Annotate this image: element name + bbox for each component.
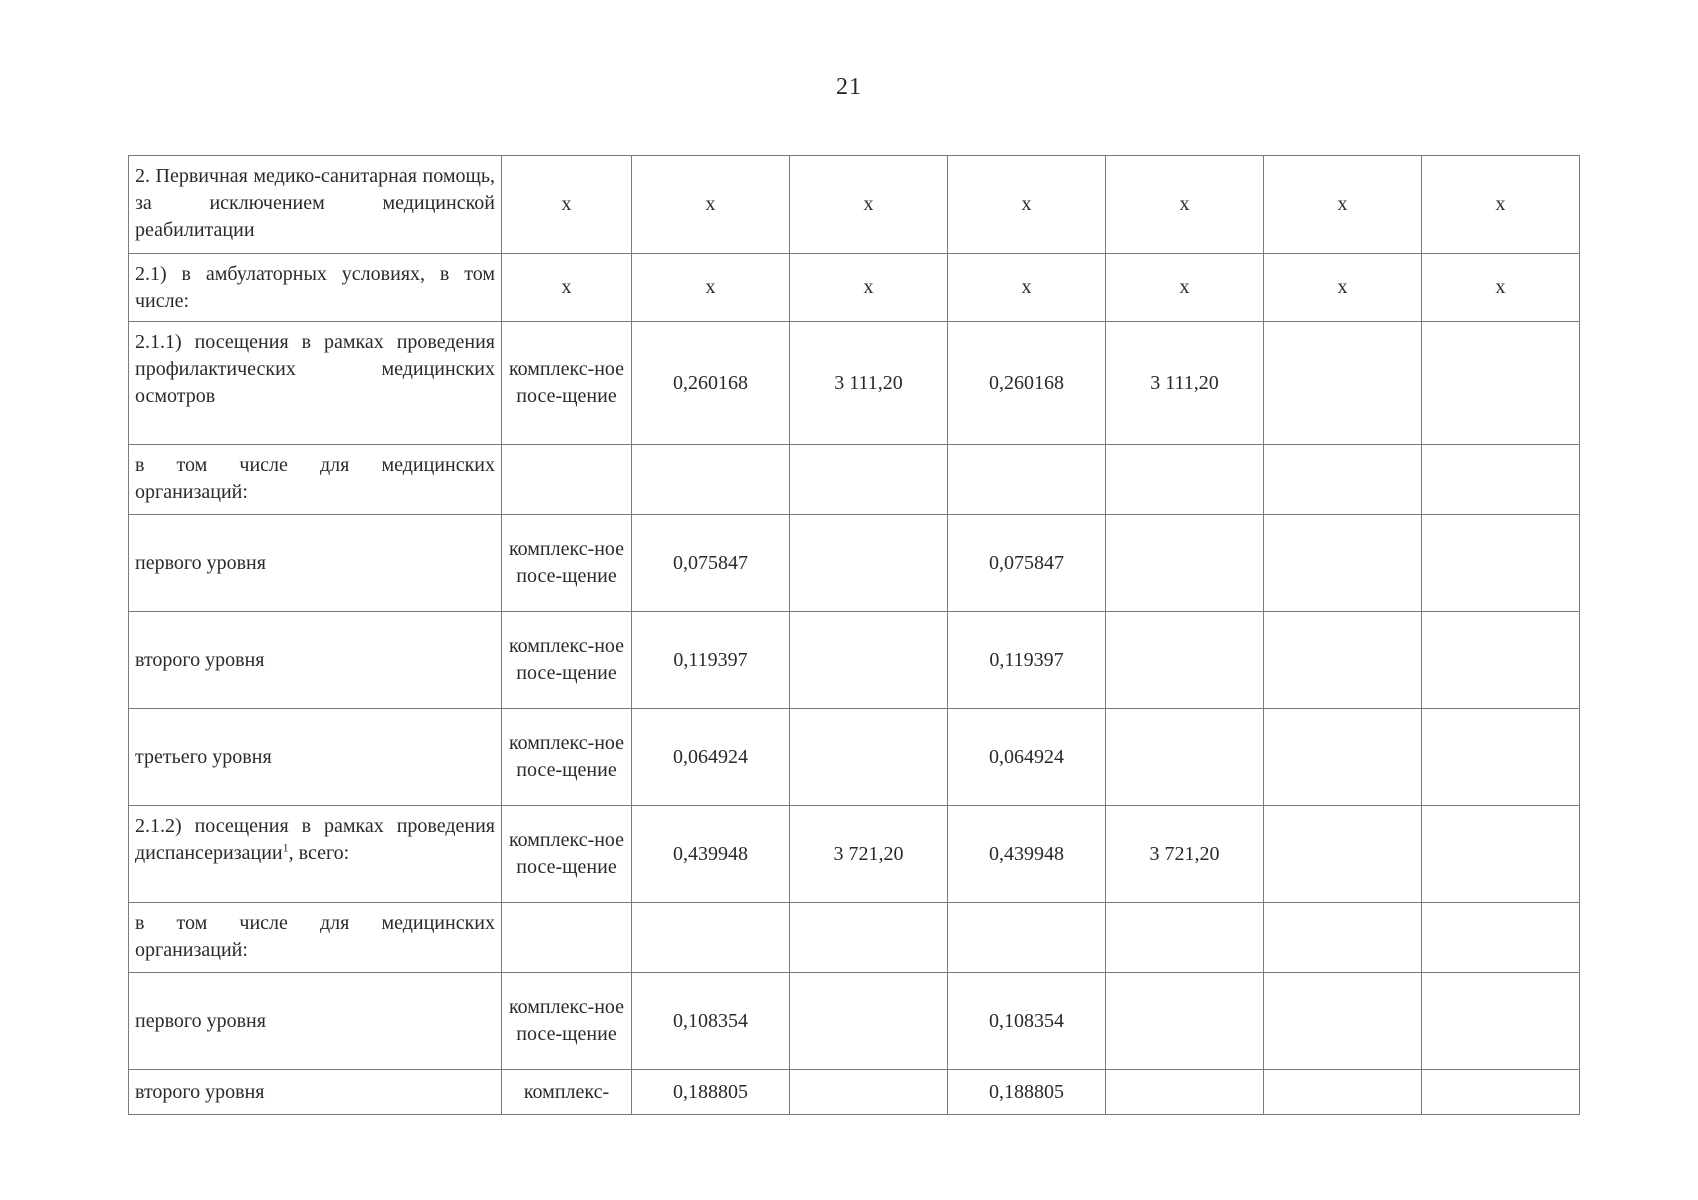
value-cell xyxy=(632,445,790,515)
value-cell: х xyxy=(1264,156,1422,254)
footnote-marker: 1 xyxy=(282,840,289,855)
value-cell: 0,064924 xyxy=(948,709,1106,806)
table-row xyxy=(129,806,1580,903)
data-table xyxy=(128,155,1580,1115)
value-cell: 0,119397 xyxy=(632,612,790,709)
value-cell xyxy=(790,445,948,515)
value-cell: 3 721,20 xyxy=(790,806,948,903)
value-cell xyxy=(790,903,948,973)
unit-cell: х xyxy=(502,156,632,254)
unit-cell: комплекс-ное посе-щение xyxy=(502,515,632,612)
value-cell xyxy=(1422,1070,1580,1115)
row-label: 2.1.1) посещения в рамках проведения профилактических медицинских осмотров xyxy=(129,322,502,445)
value-cell xyxy=(632,903,790,973)
value-cell: 0,260168 xyxy=(632,322,790,445)
value-cell xyxy=(1264,973,1422,1070)
value-cell: 0,188805 xyxy=(948,1070,1106,1115)
value-cell xyxy=(1264,612,1422,709)
value-cell: 0,075847 xyxy=(632,515,790,612)
row-label: второго уровня xyxy=(129,1070,502,1115)
table-row xyxy=(129,254,1580,322)
value-cell xyxy=(1422,973,1580,1070)
value-cell: х xyxy=(1264,254,1422,322)
value-cell: 3 111,20 xyxy=(790,322,948,445)
value-cell xyxy=(1264,709,1422,806)
value-cell: х xyxy=(790,156,948,254)
value-cell: х xyxy=(632,156,790,254)
value-cell: 0,119397 xyxy=(948,612,1106,709)
value-cell: 0,064924 xyxy=(632,709,790,806)
value-cell: х xyxy=(1422,254,1580,322)
unit-cell xyxy=(502,903,632,973)
row-label: в том числе для медицинских организаций: xyxy=(129,445,502,515)
table-row xyxy=(129,612,1580,709)
value-cell xyxy=(948,445,1106,515)
value-cell: х xyxy=(632,254,790,322)
value-cell xyxy=(1264,806,1422,903)
value-cell xyxy=(1422,322,1580,445)
unit-cell: комплекс-ное посе-щение xyxy=(502,973,632,1070)
value-cell xyxy=(1422,515,1580,612)
value-cell: 0,439948 xyxy=(948,806,1106,903)
value-cell xyxy=(1264,445,1422,515)
value-cell: 0,075847 xyxy=(948,515,1106,612)
table-row xyxy=(129,156,1580,254)
value-cell xyxy=(790,709,948,806)
table-row xyxy=(129,322,1580,445)
value-cell: х xyxy=(948,254,1106,322)
value-cell: х xyxy=(1106,156,1264,254)
row-label: 2. Первичная медико-санитарная помощь, за исключением медицинской реабилитации xyxy=(129,156,502,254)
unit-cell: комплекс- xyxy=(502,1070,632,1115)
table-row xyxy=(129,709,1580,806)
value-cell xyxy=(1422,709,1580,806)
value-cell xyxy=(1264,1070,1422,1115)
value-cell: х xyxy=(948,156,1106,254)
page-number: 21 xyxy=(836,74,862,100)
value-cell: 0,108354 xyxy=(632,973,790,1070)
value-cell xyxy=(1106,445,1264,515)
value-cell xyxy=(1264,903,1422,973)
value-cell: х xyxy=(1106,254,1264,322)
value-cell xyxy=(790,973,948,1070)
value-cell xyxy=(1422,445,1580,515)
value-cell xyxy=(1106,1070,1264,1115)
unit-cell: комплекс-ное посе-щение xyxy=(502,322,632,445)
value-cell xyxy=(1106,973,1264,1070)
value-cell xyxy=(1422,903,1580,973)
row-label: первого уровня xyxy=(129,973,502,1070)
value-cell: х xyxy=(790,254,948,322)
value-cell xyxy=(1106,515,1264,612)
table-row xyxy=(129,973,1580,1070)
value-cell xyxy=(790,515,948,612)
value-cell xyxy=(1264,515,1422,612)
table-row xyxy=(129,445,1580,515)
unit-cell xyxy=(502,445,632,515)
value-cell: х xyxy=(1422,156,1580,254)
value-cell xyxy=(1264,322,1422,445)
unit-cell: комплекс-ное посе-щение xyxy=(502,612,632,709)
value-cell: 0,439948 xyxy=(632,806,790,903)
table-row xyxy=(129,903,1580,973)
unit-cell: х xyxy=(502,254,632,322)
value-cell: 3 111,20 xyxy=(1106,322,1264,445)
row-label-text: 2.1.2) посещения в рамках проведения диспансеризации xyxy=(135,815,495,864)
row-label-text-end: , всего: xyxy=(288,842,350,864)
row-label: 2.1) в амбулаторных условиях, в том числе: xyxy=(129,254,502,322)
table-row xyxy=(129,1070,1580,1115)
value-cell xyxy=(1422,806,1580,903)
value-cell xyxy=(1106,903,1264,973)
row-label: второго уровня xyxy=(129,612,502,709)
value-cell xyxy=(1106,612,1264,709)
value-cell: 3 721,20 xyxy=(1106,806,1264,903)
value-cell xyxy=(1106,709,1264,806)
value-cell: 0,108354 xyxy=(948,973,1106,1070)
row-label xyxy=(129,806,502,903)
value-cell xyxy=(948,903,1106,973)
unit-cell: комплекс-ное посе-щение xyxy=(502,709,632,806)
value-cell xyxy=(790,612,948,709)
value-cell: 0,260168 xyxy=(948,322,1106,445)
unit-cell: комплекс-ное посе-щение xyxy=(502,806,632,903)
value-cell xyxy=(1422,612,1580,709)
row-label: в том числе для медицинских организаций: xyxy=(129,903,502,973)
table-row xyxy=(129,515,1580,612)
row-label: третьего уровня xyxy=(129,709,502,806)
row-label: первого уровня xyxy=(129,515,502,612)
value-cell: 0,188805 xyxy=(632,1070,790,1115)
value-cell xyxy=(790,1070,948,1115)
